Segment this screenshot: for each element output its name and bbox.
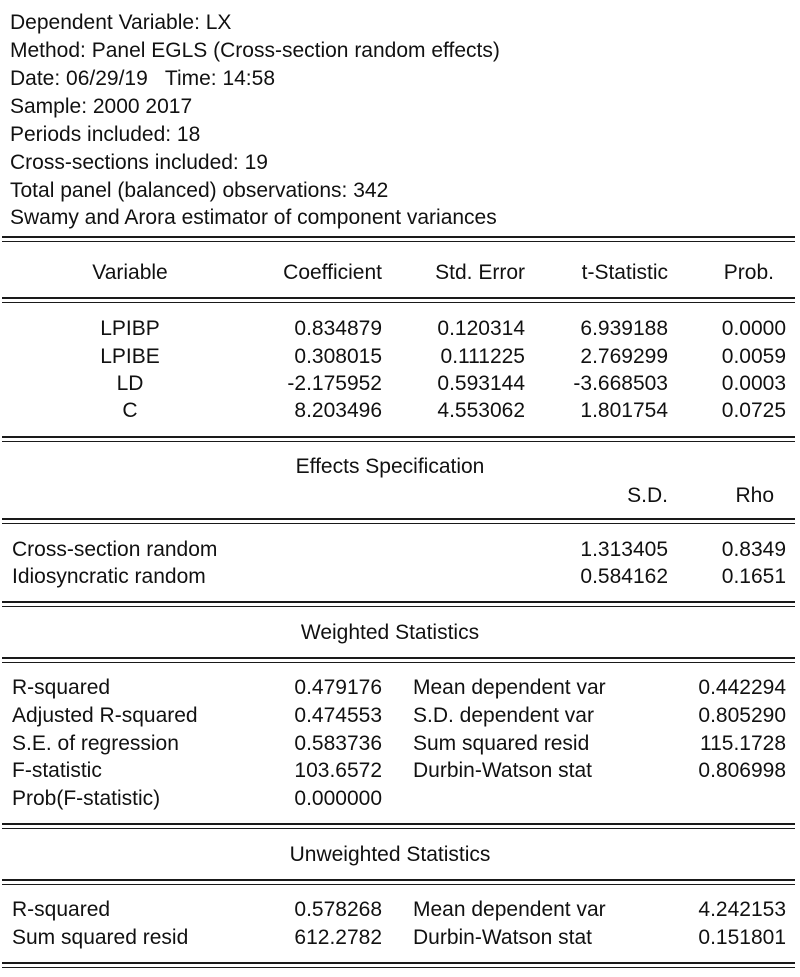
estimator-line: Swamy and Arora estimator of component variances — [10, 206, 497, 229]
effects-title: Effects Specification — [295, 455, 485, 478]
coefficient-cell: 0.834879 — [294, 317, 382, 340]
col-header-prob: Prob. — [723, 261, 774, 284]
stat-label: Durbin-Watson stat — [413, 926, 592, 949]
stat-value: 0.806998 — [698, 759, 786, 782]
stat-label: Prob(F-statistic) — [12, 787, 161, 810]
stat-value: 0.805290 — [698, 704, 786, 727]
stat-value: 4.242153 — [698, 898, 786, 921]
divider — [2, 441, 795, 442]
method-line: Method: Panel EGLS (Cross-section random effects) — [10, 39, 500, 62]
weighted-title: Weighted Statistics — [300, 621, 480, 644]
divider — [2, 662, 795, 663]
rho-header: Rho — [735, 484, 774, 507]
divider — [2, 967, 795, 968]
stat-value: 0.583736 — [294, 732, 382, 755]
stat-label: Adjusted R-squared — [12, 704, 198, 727]
col-header-std-error: Std. Error — [435, 261, 525, 284]
divider — [2, 606, 795, 607]
stat-value: 0.000000 — [294, 787, 382, 810]
divider — [2, 241, 795, 242]
stat-value: 0.474553 — [294, 704, 382, 727]
divider — [2, 601, 795, 603]
divider — [2, 297, 795, 299]
divider — [2, 236, 795, 238]
divider — [2, 879, 795, 881]
stat-value: 0.151801 — [698, 926, 786, 949]
sd-header: S.D. — [627, 484, 668, 507]
t-statistic-cell: 2.769299 — [580, 345, 668, 368]
stat-label: R-squared — [12, 676, 111, 699]
effects-rho: 0.8349 — [721, 538, 786, 561]
divider — [2, 518, 795, 520]
sample-line: Sample: 2000 2017 — [10, 95, 193, 118]
t-statistic-cell: -3.668503 — [573, 372, 668, 395]
divider — [2, 436, 795, 438]
t-statistic-cell: 1.801754 — [580, 399, 668, 422]
std-error-cell: 4.553062 — [437, 399, 525, 422]
unweighted-title: Unweighted Statistics — [289, 843, 491, 866]
col-header-coefficient: Coefficient — [283, 261, 382, 284]
effects-rho: 0.1651 — [721, 565, 786, 588]
effects-sd: 1.313405 — [580, 538, 668, 561]
divider — [2, 823, 795, 825]
effects-label: Cross-section random — [12, 538, 218, 561]
stat-value: 612.2782 — [294, 926, 382, 949]
t-statistic-cell: 6.939188 — [580, 317, 668, 340]
variable-cell: LD — [116, 372, 144, 395]
stat-label: Sum squared resid — [12, 926, 189, 949]
std-error-cell: 0.120314 — [437, 317, 525, 340]
variable-cell: C — [122, 399, 138, 422]
coefficient-cell: 8.203496 — [294, 399, 382, 422]
effects-sd: 0.584162 — [580, 565, 668, 588]
cross-sections-line: Cross-sections included: 19 — [10, 151, 268, 174]
stat-value: 0.578268 — [294, 898, 382, 921]
divider — [2, 962, 795, 964]
observations-line: Total panel (balanced) observations: 342 — [10, 179, 389, 202]
stat-label: Mean dependent var — [413, 898, 606, 921]
stat-label: Mean dependent var — [413, 676, 606, 699]
divider — [2, 302, 795, 303]
stat-value: 115.1728 — [699, 732, 786, 755]
divider — [2, 523, 795, 524]
effects-label: Idiosyncratic random — [12, 565, 206, 588]
prob-cell: 0.0003 — [721, 372, 786, 395]
prob-cell: 0.0059 — [721, 345, 786, 368]
col-header-variable: Variable — [92, 261, 168, 284]
divider — [2, 884, 795, 885]
stat-label: Durbin-Watson stat — [413, 759, 592, 782]
divider — [2, 828, 795, 829]
coefficient-cell: -2.175952 — [287, 372, 382, 395]
stat-label: R-squared — [12, 898, 111, 921]
stat-value: 103.6572 — [294, 759, 382, 782]
date-time-line: Date: 06/29/19 Time: 14:58 — [10, 67, 276, 90]
prob-cell: 0.0725 — [721, 399, 786, 422]
stat-label: S.E. of regression — [12, 732, 179, 755]
stat-label: F-statistic — [12, 759, 102, 782]
prob-cell: 0.0000 — [721, 317, 786, 340]
std-error-cell: 0.111225 — [440, 345, 525, 368]
stat-label: S.D. dependent var — [413, 704, 594, 727]
stat-label: Sum squared resid — [413, 732, 590, 755]
stat-value: 0.442294 — [698, 676, 786, 699]
variable-cell: LPIBP — [100, 317, 160, 340]
std-error-cell: 0.593144 — [437, 372, 525, 395]
divider — [2, 657, 795, 659]
coefficient-cell: 0.308015 — [294, 345, 382, 368]
col-header-t-statistic: t-Statistic — [581, 261, 668, 284]
dependent-variable: Dependent Variable: LX — [10, 11, 232, 34]
variable-cell: LPIBE — [100, 345, 160, 368]
stat-value: 0.479176 — [294, 676, 382, 699]
periods-line: Periods included: 18 — [10, 123, 201, 146]
